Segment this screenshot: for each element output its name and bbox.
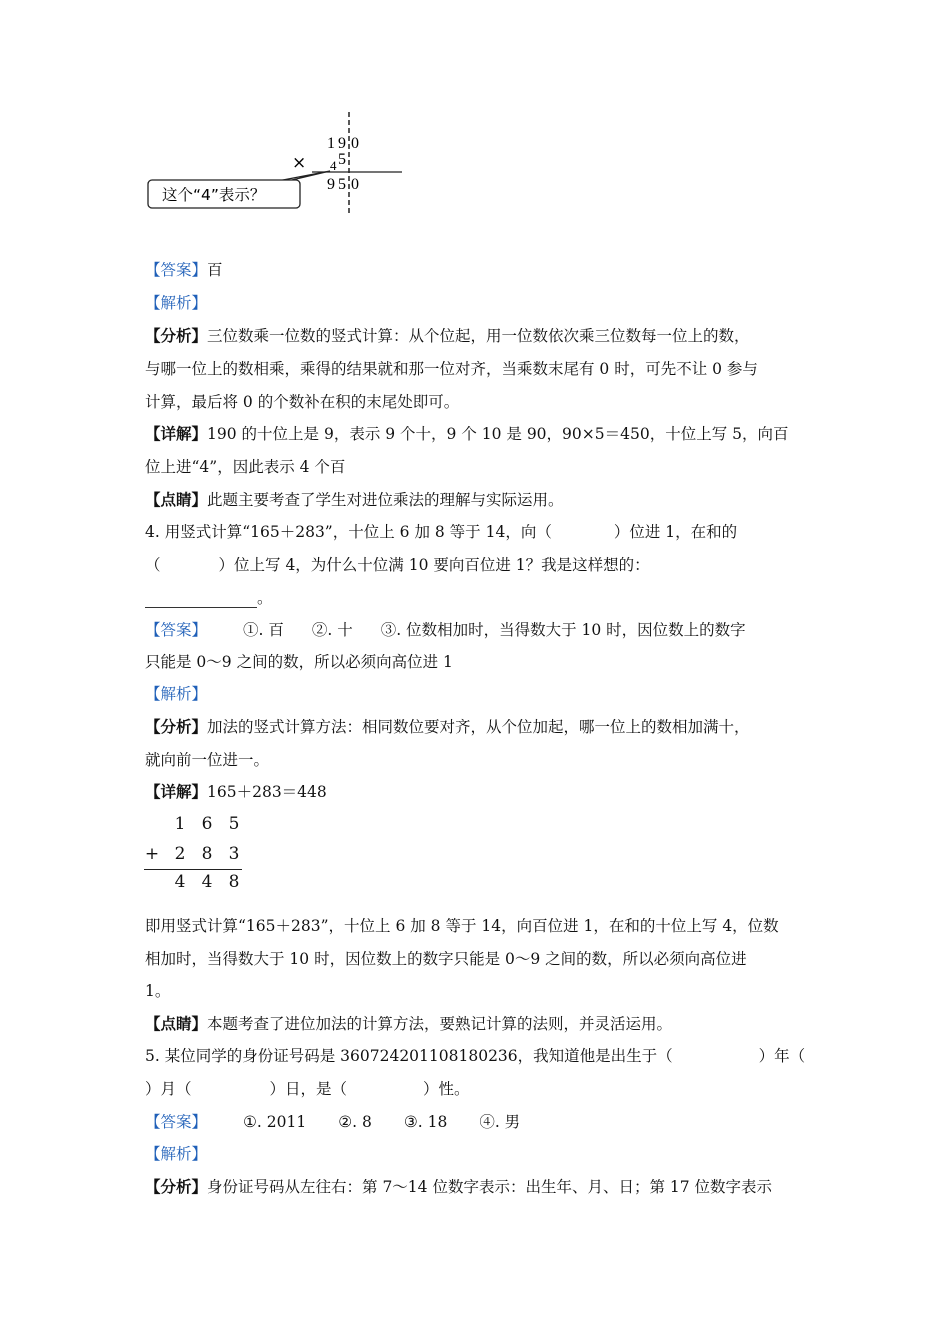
q3-fenxi-text-1: 三位数乘一位数的竖式计算：从个位起，用一位数依次乘三位数每一位上的数， xyxy=(207,327,750,345)
q3-comment-text: 此题主要考查了学生对进位乘法的理解与实际运用。 xyxy=(207,491,564,509)
q5-fenxi-label: 【分析】 xyxy=(145,1177,208,1196)
q4-detail-line xyxy=(145,782,327,802)
q5-ans-4: ④. 男 xyxy=(479,1113,521,1131)
q5-stem-line-1 xyxy=(145,1046,805,1066)
q3-analysis-label: 【解析】 xyxy=(145,294,208,312)
q4-stem-line-3 xyxy=(145,588,273,608)
q5-stem-2b: ）日，是（ xyxy=(269,1080,348,1098)
q4-stem-1b: ）位进 1，在和的 xyxy=(613,523,738,541)
q4-stem-2b: ）位上写 4，为什么十位满 10 要向百位进 1？我是这样想的： xyxy=(218,556,650,574)
sum-rule xyxy=(144,869,242,870)
q4-analysis-line xyxy=(145,684,207,704)
q4-explain-line-1: 即用竖式计算“165＋283”，十位上 6 加 8 等于 14，向百位进 1，在和的十位上写 4，位数 xyxy=(145,917,779,935)
q3-analysis-line xyxy=(145,293,207,313)
mult-top-digit-1: 1 xyxy=(327,135,335,152)
addend2-digit: 3 xyxy=(228,844,240,864)
callout-text: 这个“4”表示？ xyxy=(162,186,266,204)
q5-ans-1: ①. 2011 xyxy=(243,1113,307,1131)
q4-stem-line-1 xyxy=(145,522,737,542)
q4-analysis-label: 【解析】 xyxy=(145,685,208,703)
multiplier-digit: 5 xyxy=(338,151,346,168)
multiplication-figure xyxy=(140,108,420,220)
addend1-digit: 6 xyxy=(201,814,213,834)
q3-fenxi-line-2: 与哪一位上的数相乘，乘得的结果就和那一位对齐，当乘数末尾有 0 时，可先不让 0 参与 xyxy=(145,360,758,378)
q4-explain-line-3: 1。 xyxy=(145,982,171,1000)
product-digit-3: 0 xyxy=(351,176,359,193)
sum-digit: 4 xyxy=(174,872,186,892)
q5-analysis-line xyxy=(145,1144,207,1164)
q5-fenxi-text-1: 身份证号码从左往右：第 7～14 位数字表示：出生年、月、日；第 17 位数字表示 xyxy=(207,1178,773,1196)
q4-ans-1: ①. 百 xyxy=(243,621,284,639)
q4-ans-3: ③. 位数相加时，当得数大于 10 时，因位数上的数字 xyxy=(380,621,746,639)
q5-stem-line-2 xyxy=(145,1079,470,1099)
q4-answer-line-1 xyxy=(145,620,746,640)
q3-fenxi-line-1 xyxy=(145,326,750,346)
q4-ans-2: ②. 十 xyxy=(311,621,353,639)
vertical-addition xyxy=(140,812,250,902)
q4-stem-2a: （ xyxy=(145,556,161,574)
q4-comment-text: 本题考查了进位加法的计算方法，要熟记计算的法则，并灵活运用。 xyxy=(207,1015,673,1033)
q3-answer-text: 百 xyxy=(207,261,223,279)
plus-sign: + xyxy=(144,844,160,864)
addend1-digit: 5 xyxy=(228,814,240,834)
q5-ans-2: ②. 8 xyxy=(338,1113,372,1131)
q4-stem-3: 。 xyxy=(257,589,273,607)
q5-stem-1a: 5. 某位同学的身份证号码是 360724201108180236，我知道他是出生于（ xyxy=(145,1047,673,1065)
q3-detail-label: 【详解】 xyxy=(145,424,208,443)
q4-comment-line xyxy=(145,1014,672,1034)
q5-stem-2a: ）月（ xyxy=(145,1080,192,1098)
q3-answer-line xyxy=(145,260,223,280)
q4-stem-line-2 xyxy=(145,555,650,575)
carry-digit: 4 xyxy=(330,158,337,173)
q5-analysis-label: 【解析】 xyxy=(145,1145,208,1163)
q3-detail-text-1: 190 的十位上是 9，表示 9 个十，9 个 10 是 90，90×5＝450，十位上写 5，向百 xyxy=(207,425,789,443)
q5-answer-label: 【答案】 xyxy=(145,1113,208,1131)
addend2-digit: 2 xyxy=(174,844,186,864)
q3-fenxi-line-3: 计算，最后将 0 的个数补在积的末尾处即可。 xyxy=(145,393,460,411)
q5-ans-3: ③. 18 xyxy=(403,1113,448,1131)
q4-detail-text: 165＋283＝448 xyxy=(207,783,327,801)
addend2-digit: 8 xyxy=(201,844,213,864)
q3-detail-line-2: 位上进“4”，因此表示 4 个百 xyxy=(145,458,346,476)
q4-answer-label: 【答案】 xyxy=(145,621,208,639)
q5-answer-line xyxy=(145,1112,520,1132)
q4-fenxi-label: 【分析】 xyxy=(145,717,208,736)
mult-top-digit-2: 9 xyxy=(338,135,346,152)
q4-answer-line-2: 只能是 0～9 之间的数，所以必须向高位进 1 xyxy=(145,653,453,671)
q4-fenxi-line-2: 就向前一位进一。 xyxy=(145,751,270,769)
q4-explain-line-2: 相加时，当得数大于 10 时，因位数上的数字只能是 0～9 之间的数，所以必须向高位进 xyxy=(145,950,747,968)
q3-answer-label: 【答案】 xyxy=(145,261,208,279)
q5-stem-2c: ）性。 xyxy=(423,1080,470,1098)
q5-stem-1b: ）年（ xyxy=(758,1047,806,1065)
product-digit-1: 9 xyxy=(327,176,335,193)
multiply-sign: × xyxy=(292,153,307,173)
q4-answer-blank xyxy=(145,593,257,608)
addend1-digit: 1 xyxy=(174,814,186,834)
q4-fenxi-text-1: 加法的竖式计算方法：相同数位要对齐，从个位加起，哪一位上的数相加满十， xyxy=(207,718,750,736)
mult-top-digit-3: 0 xyxy=(351,135,359,152)
sum-digit: 8 xyxy=(228,872,240,892)
multiplication-diagram xyxy=(140,108,420,220)
q5-fenxi-line-1 xyxy=(145,1177,772,1197)
q3-detail-line-1 xyxy=(145,424,789,444)
sum-digit: 4 xyxy=(201,872,213,892)
q3-comment-label: 【点睛】 xyxy=(145,490,208,509)
q3-fenxi-label: 【分析】 xyxy=(145,326,208,345)
q4-fenxi-line-1 xyxy=(145,717,750,737)
q3-comment-line xyxy=(145,490,564,510)
product-digit-2: 5 xyxy=(338,176,346,193)
q4-detail-label: 【详解】 xyxy=(145,782,208,801)
q4-comment-label: 【点睛】 xyxy=(145,1014,208,1033)
q4-stem-1a: 4. 用竖式计算“165＋283”，十位上 6 加 8 等于 14，向（ xyxy=(145,523,552,541)
